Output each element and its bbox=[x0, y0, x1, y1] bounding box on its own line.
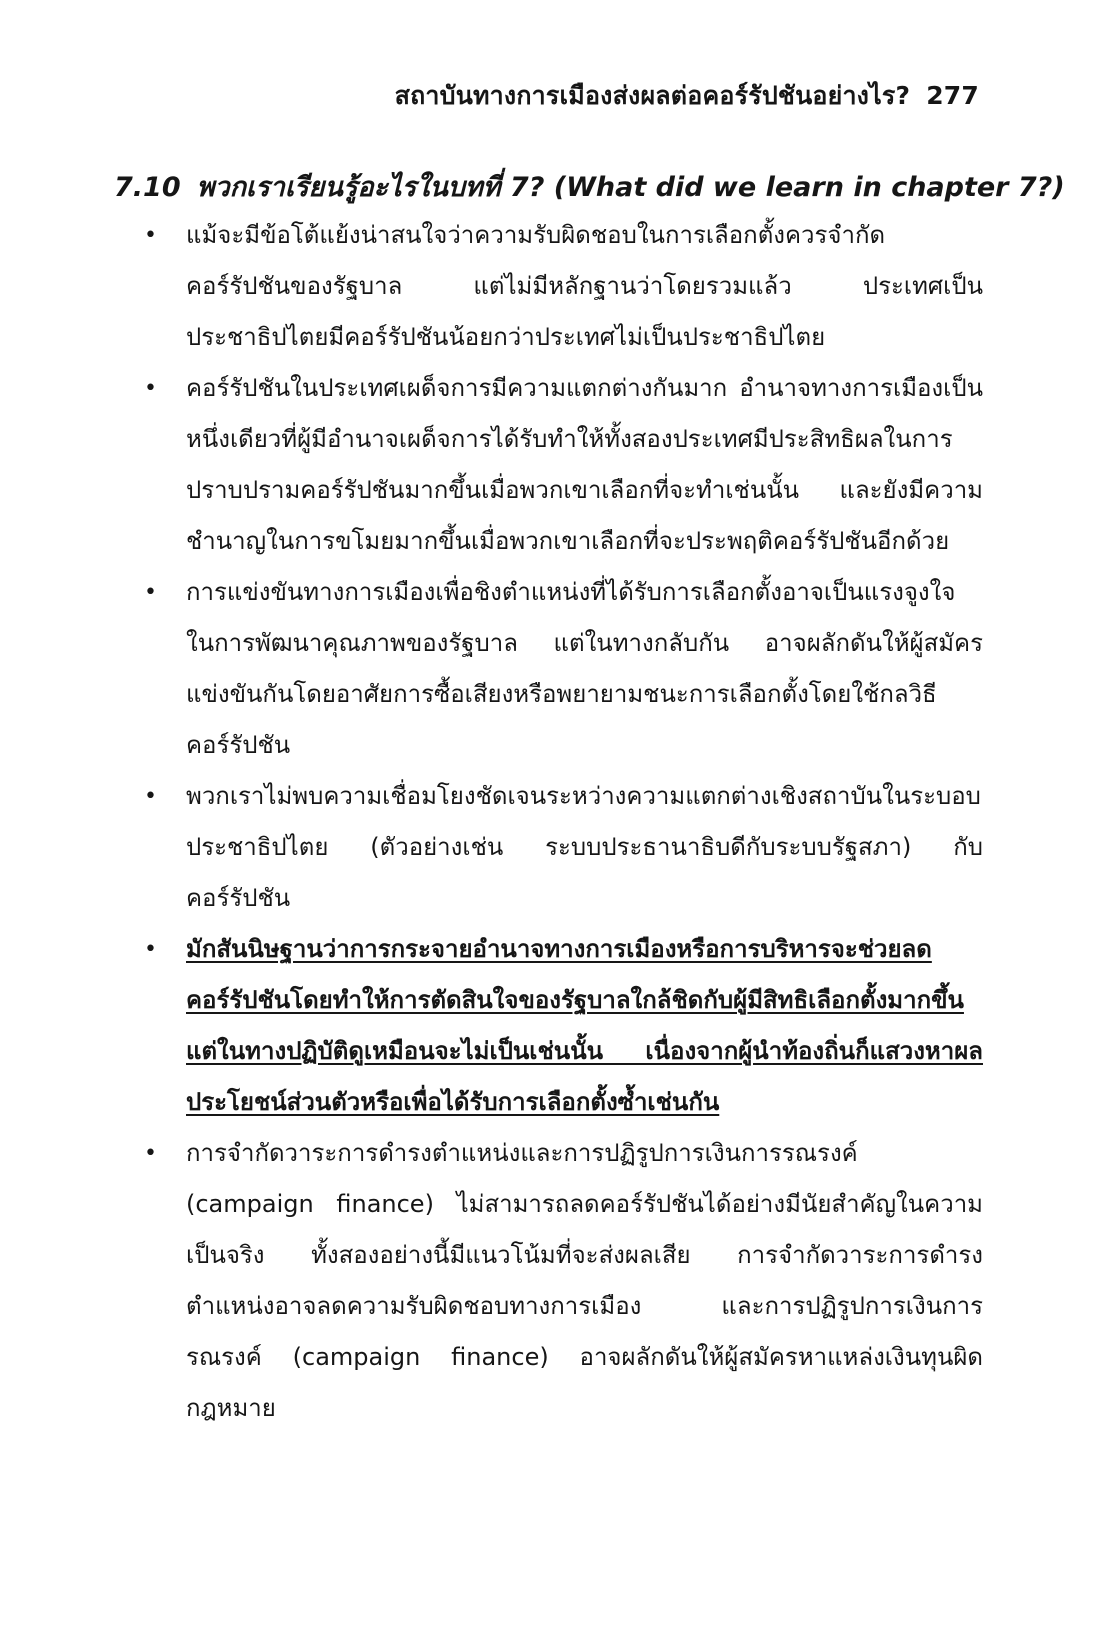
section-number: 7.10 bbox=[114, 172, 181, 203]
bullet-marker: • bbox=[144, 580, 157, 605]
bullet-text: คอร์รัปชันในประเทศเผด็จการมีความแตกต่างกันมาก อำนาจทางการเมืองเป็นหนึ่งเดียวที่ผู้มีอำนาจเผด็จการได้รับทำให้ทั้งสองประเทศมีประสิทธิผลในการปราบปรามคอร์รัปชันมากขึ้นเมื่อพวกเขาเลือกที่จะทำเช่นนั้น และยังมีความชำนาญในการขโมยมากขึ้นเมื่อพวกเขาเลือกที่จะประพฤติคอร์รัปชันอีกด้วย bbox=[186, 374, 983, 555]
bullet-text: แม้จะมีข้อโต้แย้งน่าสนใจว่าความรับผิดชอบในการเลือกตั้งควรจำกัดคอร์รัปชันของรัฐบาล แต่ไม่มีหลักฐานว่าโดยรวมแล้ว ประเทศเป็นประชาธิปไตยมีคอร์รัปชันน้อยกว่าประเทศไม่เป็นประชาธิปไตย bbox=[186, 221, 983, 351]
bullet-item bbox=[138, 567, 983, 771]
summary-bullet-list bbox=[138, 210, 983, 1434]
bullet-item bbox=[138, 210, 983, 363]
bullet-item bbox=[138, 1128, 983, 1434]
bullet-marker: • bbox=[144, 937, 157, 962]
bullet-marker: • bbox=[144, 1141, 157, 1166]
section-heading bbox=[114, 165, 1065, 208]
bullet-item bbox=[138, 363, 983, 567]
bullet-item bbox=[138, 771, 983, 924]
page-number: 277 bbox=[926, 81, 979, 110]
bullet-text-bold-underlined: มักสันนิษฐานว่าการกระจายอำนาจทางการเมืองหรือการบริหารจะช่วยลดคอร์รัปชันโดยทำให้การตัดสินใจของรัฐบาลใกล้ชิดกับผู้มีสิทธิเลือกตั้งมากขึ้น แต่ในทางปฏิบัติดูเหมือนจะไม่เป็นเช่นนั้น เนื่องจากผู้นำท้องถิ่นก็แสวงหาผลประโยชน์ส่วนตัวหรือเพื่อได้รับการเลือกตั้งซ้ำเช่นกัน bbox=[186, 935, 983, 1116]
bullet-text: การจำกัดวาระการดำรงตำแหน่งและการปฏิรูปการเงินการรณรงค์ (campaign finance) ไม่สามารถลดคอร์รัปชันได้อย่างมีนัยสำคัญในความเป็นจริง ทั้งสองอย่างนี้มีแนวโน้มที่จะส่งผลเสีย การจำกัดวาระการดำรงตำแหน่งอาจลดความรับผิดชอบทางการเมือง และการปฏิรูปการเงินการรณรงค์ (campaign finance) อาจผลักดันให้ผู้สมัครหาแหล่งเงินทุนผิดกฎหมาย bbox=[186, 1139, 983, 1422]
bullet-marker: • bbox=[144, 376, 157, 401]
running-title: สถาบันทางการเมืองส่งผลต่อคอร์รัปชันอย่างไร? bbox=[394, 81, 911, 110]
bullet-text: การแข่งขันทางการเมืองเพื่อชิงตำแหน่งที่ได้รับการเลือกตั้งอาจเป็นแรงจูงใจในการพัฒนาคุณภาพของรัฐบาล แต่ในทางกลับกัน อาจผลักดันให้ผู้สมัครแข่งขันกันโดยอาศัยการซื้อเสียงหรือพยายามชนะการเลือกตั้งโดยใช้กลวิธีคอร์รัปชัน bbox=[186, 578, 983, 759]
bullet-marker: • bbox=[144, 223, 157, 248]
bullet-text: พวกเราไม่พบความเชื่อมโยงชัดเจนระหว่างความแตกต่างเชิงสถาบันในระบอบประชาธิปไตย (ตัวอย่างเช่น ระบบประธานาธิบดีกับระบบรัฐสภา) กับคอร์รัปชัน bbox=[186, 782, 983, 912]
bullet-item-emphasized bbox=[138, 924, 983, 1128]
bullet-marker: • bbox=[144, 784, 157, 809]
running-header bbox=[395, 76, 979, 116]
section-title: พวกเราเรียนรู้อะไรในบทที่ 7? (What did we learn in chapter 7?) bbox=[196, 172, 1065, 203]
